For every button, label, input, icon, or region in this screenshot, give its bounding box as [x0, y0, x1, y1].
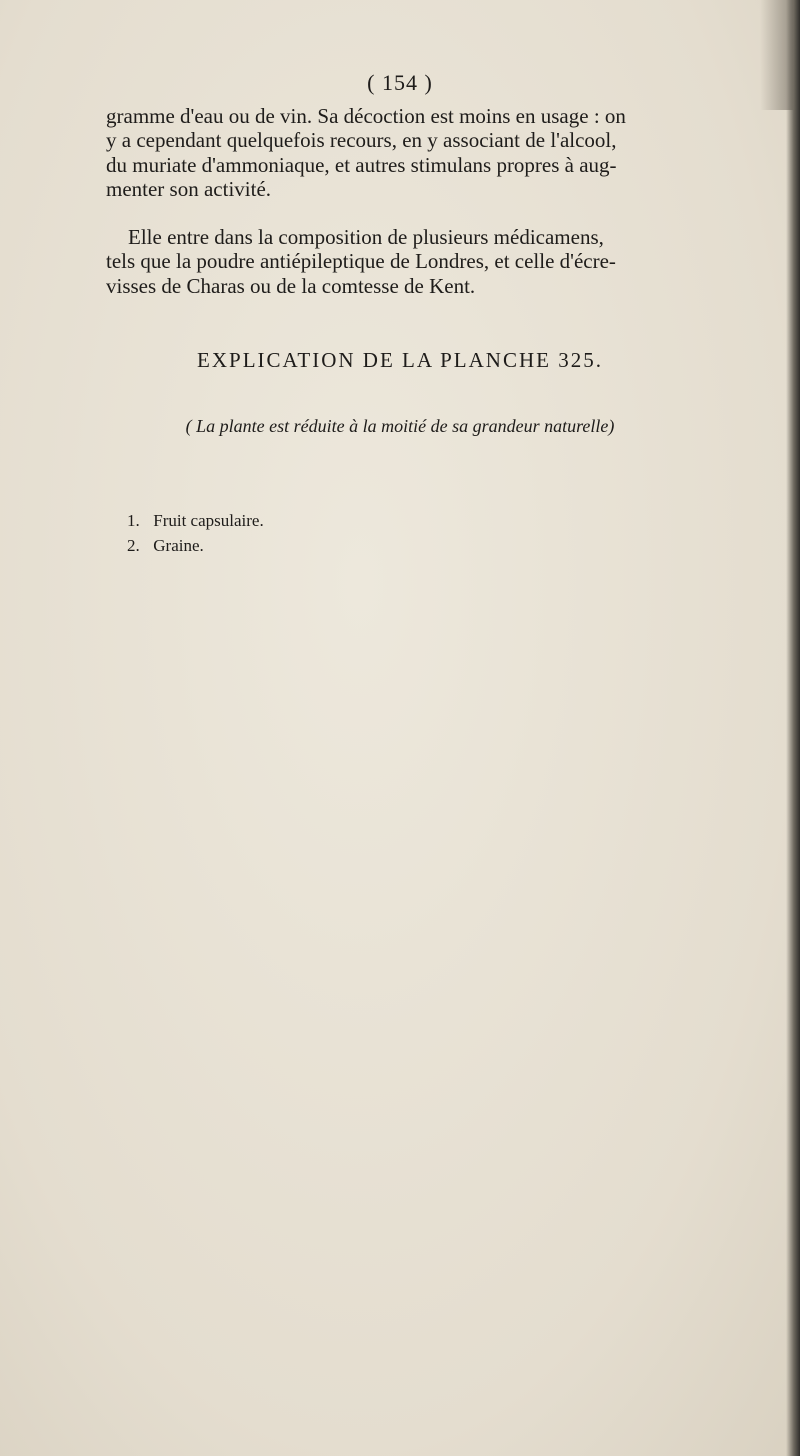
plate-legend — [127, 508, 264, 558]
text-line: y a cependant quelquefois recours, en y associant de l'alcool, — [106, 128, 617, 153]
text-line: gramme d'eau ou de vin. Sa décoction est moins en usage : on — [106, 104, 626, 128]
text-line: du muriate d'ammoniaque, et autres stimulans propres à aug- — [106, 152, 617, 177]
plate-caption: ( La plante est réduite à la moitié de sa grandeur naturelle) — [185, 416, 615, 436]
legend-label: Graine. — [153, 536, 204, 555]
text-line: Elle entre dans la composition de plusieurs médicamens, — [128, 225, 604, 249]
legend-item — [127, 533, 264, 558]
legend-number: 2. — [127, 536, 140, 555]
paragraph-1 — [106, 104, 766, 201]
plate-title: EXPLICATION DE LA PLANCHE 325. — [197, 348, 603, 372]
page-number: ( 154 ) — [367, 70, 433, 95]
text-line: tels que la poudre antiépileptique de Londres, et celle d'écre- — [106, 249, 616, 274]
legend-number: 1. — [127, 511, 140, 530]
text-line: visses de Charas ou de la comtesse de Kent. — [106, 273, 476, 298]
legend-label: Fruit capsulaire. — [153, 511, 264, 530]
text-line: menter son activité. — [106, 176, 272, 201]
legend-item — [127, 508, 264, 533]
page-edge-shadow — [786, 0, 800, 1456]
paragraph-2 — [106, 225, 766, 298]
